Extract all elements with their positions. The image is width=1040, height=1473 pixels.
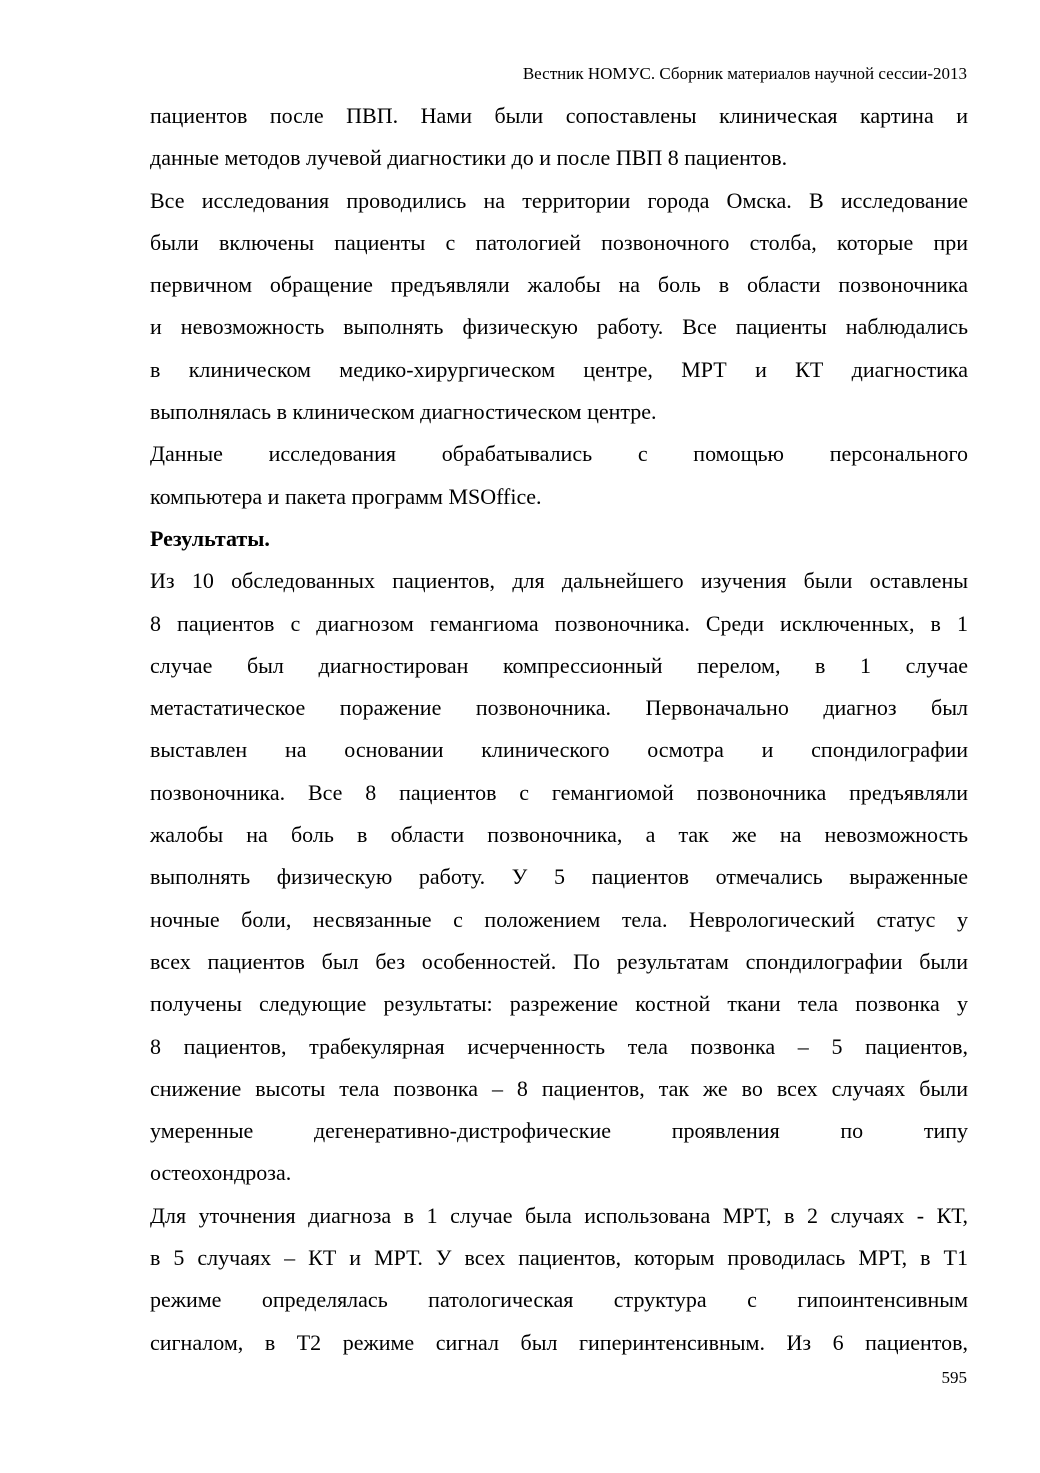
text-line: всех пациентов был без особенностей. По результатам спондилографии были	[150, 948, 968, 974]
text-line: сигналом, в Т2 режиме сигнал был гиперинтенсивным. Из 6 пациентов,	[150, 1329, 968, 1355]
text-line: выполнялась в клиническом диагностическом центре.	[150, 399, 657, 425]
text-line: Для уточнения диагноза в 1 случае была использована МРТ, в 2 случаях - КТ,	[150, 1202, 968, 1228]
text-line: в клиническом медико-хирургическом центре, МРТ и КТ диагностика	[150, 356, 968, 382]
text-line: снижение высоты тела позвонка – 8 пациентов, так же во всех случаях были	[150, 1075, 968, 1101]
section-heading: Результаты.	[150, 525, 270, 551]
text-line: умеренные дегенеративно-дистрофические проявления по типу	[150, 1118, 968, 1144]
text-line: случае был диагностирован компрессионный перелом, в 1 случае	[150, 652, 968, 678]
text-line: Все исследования проводились на территории города Омска. В исследование	[150, 187, 968, 213]
text-line: жалобы на боль в области позвоночника, а так же на невозможность	[150, 822, 968, 848]
text-line: 8 пациентов, трабекулярная исчерченность тела позвонка – 5 пациентов,	[150, 1033, 968, 1059]
text-line: режиме определялась патологическая структура с гипоинтенсивным	[150, 1287, 968, 1313]
text-line: были включены пациенты с патологией позвоночного столба, которые при	[150, 229, 968, 255]
text-line: Данные исследования обрабатывались с помощью персонального	[150, 441, 968, 467]
text-line: 8 пациентов с диагнозом гемангиома позвоночника. Среди исключенных, в 1	[150, 610, 968, 636]
text-line: остеохондроза.	[150, 1160, 292, 1186]
text-line: выставлен на основании клинического осмотра и спондилографии	[150, 737, 968, 763]
text-line: первичном обращение предъявляли жалобы на боль в области позвоночника	[150, 272, 968, 298]
text-line: ночные боли, несвязанные с положением тела. Неврологический статус у	[150, 906, 968, 932]
text-line: получены следующие результаты: разрежение костной ткани тела позвонка у	[150, 991, 968, 1017]
text-line: в 5 случаях – КТ и МРТ. У всех пациентов, которым проводилась МРТ, в Т1	[150, 1245, 968, 1271]
running-header: Вестник НОМУС. Сборник материалов научной сессии-2013	[522, 64, 967, 83]
text-line: метастатическое поражение позвоночника. Первоначально диагноз был	[150, 695, 968, 721]
text-line: данные методов лучевой диагностики до и после ПВП 8 пациентов.	[150, 145, 788, 171]
text-line: выполнять физическую работу. У 5 пациентов отмечались выраженные	[150, 864, 968, 890]
text-line: позвоночника. Все 8 пациентов с гемангиомой позвоночника предъявляли	[150, 779, 968, 805]
text-line: компьютера и пакета программ MSOffice.	[150, 483, 542, 509]
text-line: и невозможность выполнять физическую работу. Все пациенты наблюдались	[150, 314, 968, 340]
text-line: Из 10 обследованных пациентов, для дальнейшего изучения были оставлены	[150, 568, 968, 594]
text-line: пациентов после ПВП. Нами были сопоставлены клиническая картина и	[150, 103, 968, 128]
page-number: 595	[941, 1368, 967, 1387]
article-body	[150, 95, 968, 1364]
